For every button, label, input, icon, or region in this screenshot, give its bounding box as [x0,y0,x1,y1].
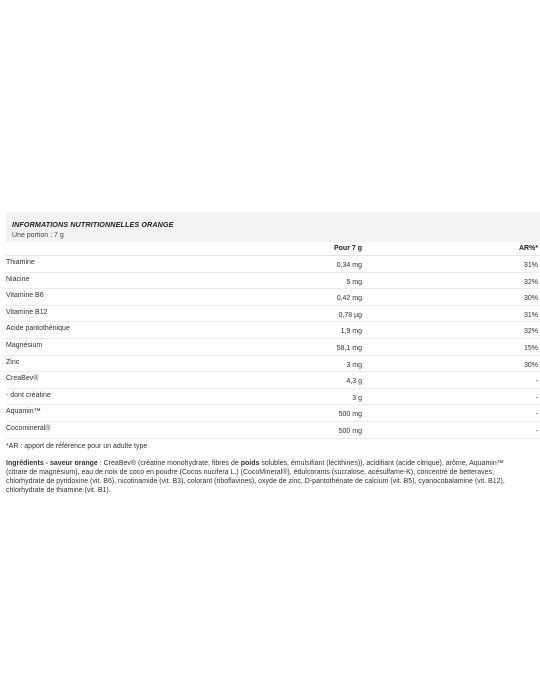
table-row [6,273,540,290]
nutrient-name: - dont créatine [6,391,51,399]
nutrient-amount: 4,3 g [346,378,362,386]
ingredients-text [6,459,526,496]
column-header-amount: Pour 7 g [333,245,362,252]
nutrition-header [6,212,540,242]
portion-size: Une portion : 7 g [12,232,64,239]
nutrient-amount: 0,42 mg [336,295,362,303]
nutrition-panel [6,212,540,496]
nutrient-amount: 0,34 mg [336,262,362,269]
nutrient-amount: 1,9 mg [340,328,362,336]
nutrient-ar: 30% [523,295,538,303]
nutrient-ar: - [535,411,538,419]
table-row [6,405,540,422]
nutrient-name: Vitamine B12 [6,308,48,316]
table-row [6,256,540,273]
nutrient-name: Niacine [6,275,30,283]
table-row [6,356,540,373]
nutrient-ar: - [535,394,538,402]
nutrient-name: Vitamine B6 [6,292,44,300]
ingredients-bold-word: poids [240,459,260,467]
nutrient-name: Aquamin™ [6,408,41,416]
nutrient-name: CreaBev® [6,375,39,383]
nutrient-ar: 32% [523,328,538,336]
table-row [6,306,540,323]
nutrient-ar: 32% [523,278,538,286]
nutrient-ar: 15% [523,344,538,352]
table-header [6,242,540,256]
table-row [6,372,540,389]
table-row [6,322,540,339]
nutrient-ar: 31% [523,262,538,269]
nutrient-amount: 500 mg [338,427,362,435]
nutrient-ar: - [535,378,538,386]
table-row [6,289,540,306]
nutrient-name: Zinc [6,358,20,366]
nutrient-amount: 500 mg [338,411,362,419]
ingredients-label: Ingrédients - saveur orange [6,459,98,467]
nutrient-amount: 3 g [352,394,362,402]
nutrition-title: INFORMATIONS NUTRITIONNELLES ORANGE [12,220,174,229]
nutrient-amount: 58,1 mg [336,344,362,352]
nutrient-ar: 31% [523,311,538,319]
nutrient-name: Cocomineral® [6,424,51,432]
reference-footnote: *AR : apport de référence pour un adulte type [6,442,148,450]
nutrition-table-body [6,256,540,439]
nutrient-name: Magnésium [6,341,43,349]
nutrient-amount: 0,78 µg [338,311,362,319]
table-row [6,422,540,439]
nutrient-name: Acide pantothénique [6,325,70,333]
nutrient-ar: 30% [523,361,538,369]
nutrient-amount: 3 mg [346,361,362,369]
table-row [6,339,540,356]
ingredients-text-part2: solubles, émulsifiant (lécithines)), acidifiant (acide citrique), arôme, Aquamin™ (citrate de magnésium), eau de noix de coco en poudre (Cocos nucifera L.) (CocoMineral®), édulcorants (sucralose, acésulfame-K), concentré de betteraves, chlorhydrate de pyridoxine (vit. B6), nicotinamide (vit. B3), colorant (riboflavines), oxyde de zinc, D-pantothénate de calcium (vit. B5), cyanocobalamine (vit. B12), chlorhydrate de thiamine (vit. B1). [6,459,505,495]
ingredients-text-part1: : CreaBev® (créatine monohydrate, fibres de [97,459,241,467]
table-row [6,389,540,406]
nutrient-name: Thiamine [6,259,35,266]
column-header-ar: AR%* [518,245,538,252]
nutrient-ar: - [535,427,538,435]
nutrient-amount: 5 mg [346,278,362,286]
